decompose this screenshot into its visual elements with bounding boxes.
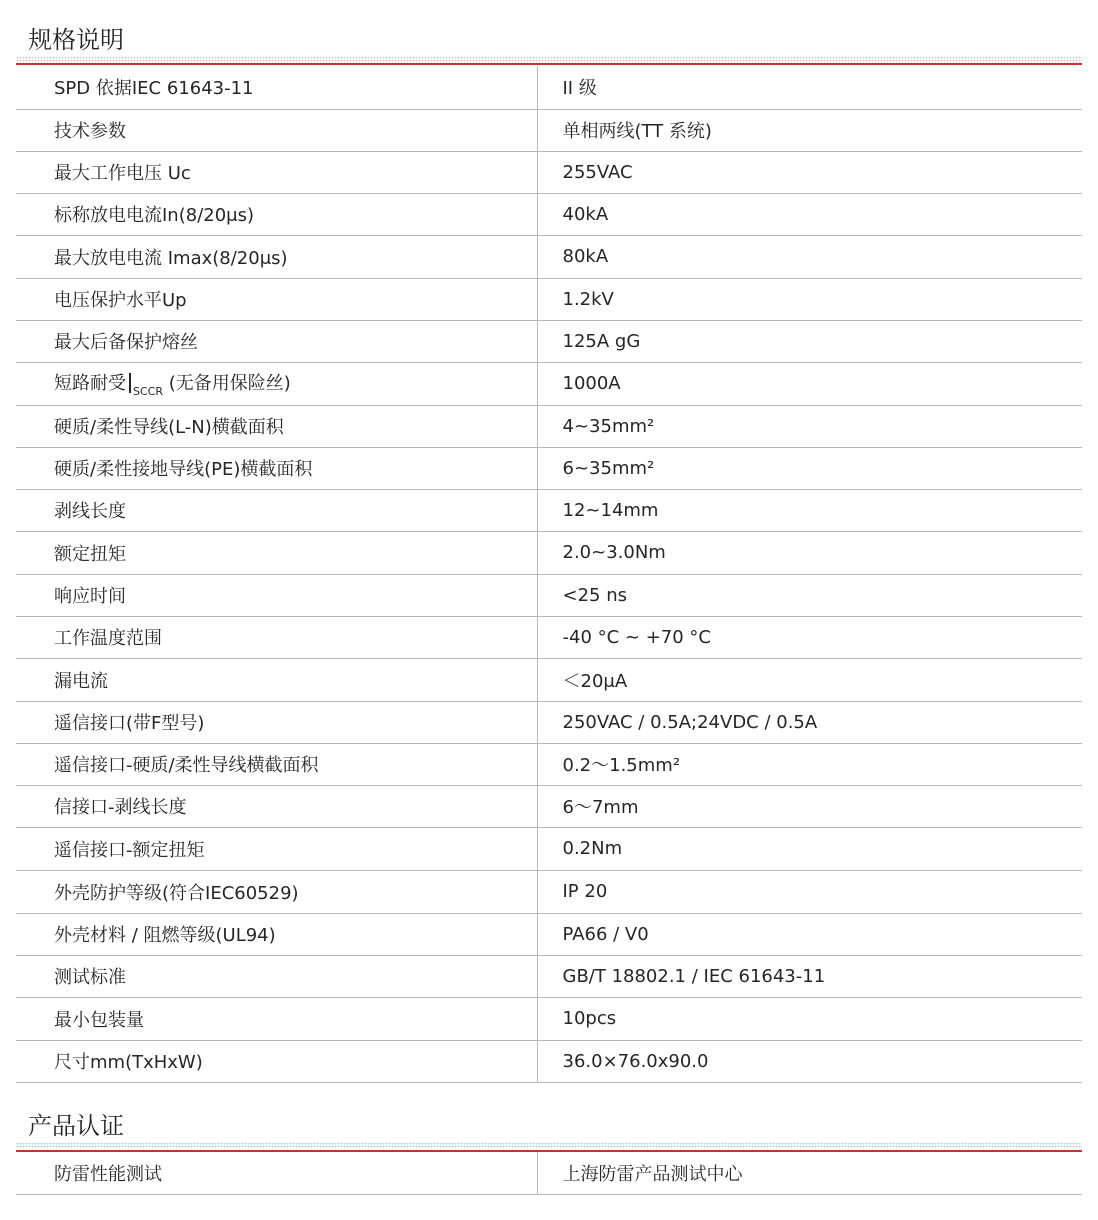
table-row (16, 66, 1082, 109)
spec-key: 最大后备保护熔丝 (16, 320, 537, 362)
table-row (16, 616, 1082, 658)
spec-key-note: (无备用保险丝) (163, 373, 291, 394)
table-row (16, 1040, 1082, 1082)
table-row (16, 913, 1082, 955)
table-row (16, 785, 1082, 827)
spec-value: 6~35mm² (537, 447, 1082, 489)
table-row (16, 701, 1082, 743)
spec-key: 信接口-剥线长度 (16, 785, 537, 827)
spec-value: IP 20 (537, 870, 1082, 913)
spec-key: 电压保护水平Up (16, 278, 537, 320)
spec-key: 硬质/柔性接地导线(PE)横截面积 (16, 447, 537, 489)
table-row (16, 320, 1082, 362)
table-row (16, 278, 1082, 320)
spec-value: 单相两线(TT 系统) (537, 109, 1082, 151)
table-row (16, 405, 1082, 447)
spec-value: 4~35mm² (537, 405, 1082, 447)
spec-key: 测试标准 (16, 955, 537, 997)
spec-key (16, 362, 537, 405)
cert-key: 防雷性能测试 (16, 1152, 537, 1194)
cert-value: 上海防雷产品测试中心 (537, 1152, 1082, 1194)
spec-value: 80kA (537, 235, 1082, 278)
table-row (16, 997, 1082, 1040)
spec-value: 40kA (537, 193, 1082, 235)
table-row (16, 235, 1082, 278)
spec-value: -40 °C ~ +70 °C (537, 616, 1082, 658)
spec-value: 6～7mm (537, 785, 1082, 827)
spec-value: 0.2Nm (537, 827, 1082, 870)
table-row (16, 489, 1082, 531)
cert-table (16, 1152, 1082, 1195)
spec-key: 外壳防护等级(符合IEC60529) (16, 870, 537, 913)
spec-value: 250VAC / 0.5A;24VDC / 0.5A (537, 701, 1082, 743)
spec-key: 最大工作电压 Uc (16, 151, 537, 193)
spec-value: 2.0~3.0Nm (537, 531, 1082, 574)
spec-key: 漏电流 (16, 658, 537, 701)
table-row (16, 362, 1082, 405)
spec-key: 工作温度范围 (16, 616, 537, 658)
spec-key: 最大放电电流 Imax(8/20μs) (16, 235, 537, 278)
spec-key: 遥信接口-额定扭矩 (16, 827, 537, 870)
spec-value: 1.2kV (537, 278, 1082, 320)
table-row (16, 447, 1082, 489)
spec-key: 外壳材料 / 阻燃等级(UL94) (16, 913, 537, 955)
table-row (16, 193, 1082, 235)
section-divider-red (16, 63, 1082, 65)
spec-value: ＜20μA (537, 658, 1082, 701)
spec-value: 255VAC (537, 151, 1082, 193)
spec-key: 遥信接口(带F型号) (16, 701, 537, 743)
spec-value: 10pcs (537, 997, 1082, 1040)
spec-value: PA66 / V0 (537, 913, 1082, 955)
spec-key: 最小包装量 (16, 997, 537, 1040)
table-row (16, 574, 1082, 616)
table-row (16, 870, 1082, 913)
spec-key: 遥信接口-硬质/柔性导线横截面积 (16, 743, 537, 785)
spec-key-subscript: SCCR (133, 385, 163, 398)
section-divider-dots (16, 1142, 1082, 1149)
spec-key-main: 短路耐受 (54, 373, 126, 394)
spec-value: 1000A (537, 362, 1082, 405)
spec-section-title: 规格说明 (28, 26, 124, 54)
spec-value: II 级 (537, 66, 1082, 109)
table-row (16, 743, 1082, 785)
section-divider-dots (16, 56, 1082, 63)
spec-table (16, 66, 1082, 1083)
spec-key: 标称放电电流In(8/20μs) (16, 193, 537, 235)
table-row (16, 827, 1082, 870)
spec-key: 技术参数 (16, 109, 537, 151)
spec-value: 36.0×76.0x90.0 (537, 1040, 1082, 1082)
spec-value: 12~14mm (537, 489, 1082, 531)
spec-value: 125A gG (537, 320, 1082, 362)
current-symbol-bar (129, 373, 131, 393)
spec-value: 0.2～1.5mm² (537, 743, 1082, 785)
spec-key: SPD 依据IEC 61643-11 (16, 66, 537, 109)
spec-key: 剥线长度 (16, 489, 537, 531)
cert-section-title: 产品认证 (28, 1112, 124, 1140)
spec-value: <25 ns (537, 574, 1082, 616)
spec-key: 尺寸mm(TxHxW) (16, 1040, 537, 1082)
spec-key: 响应时间 (16, 574, 537, 616)
spec-key: 额定扭矩 (16, 531, 537, 574)
table-row (16, 151, 1082, 193)
table-row (16, 109, 1082, 151)
table-row (16, 955, 1082, 997)
table-row (16, 1152, 1082, 1194)
table-row (16, 531, 1082, 574)
spec-key: 硬质/柔性导线(L-N)横截面积 (16, 405, 537, 447)
spec-value: GB/T 18802.1 / IEC 61643-11 (537, 955, 1082, 997)
table-row (16, 658, 1082, 701)
